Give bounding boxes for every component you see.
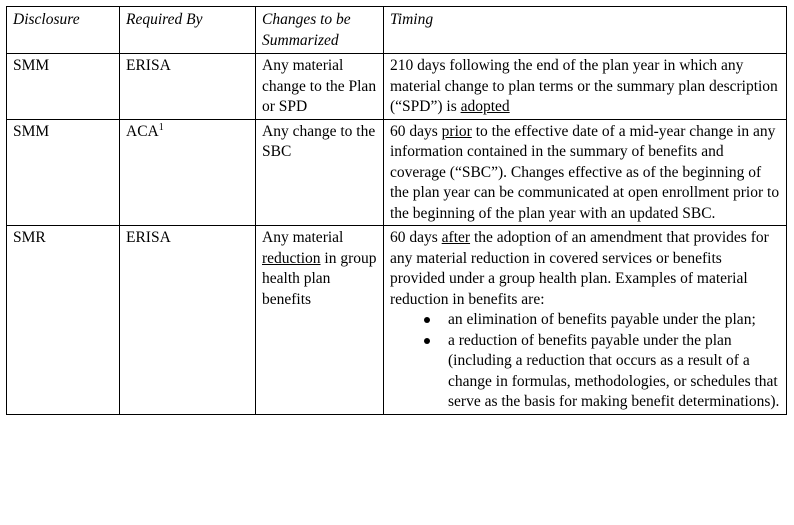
timing-text: 60 days [390, 229, 442, 246]
cell-changes [256, 226, 384, 415]
cell-disclosure: SMM [7, 119, 120, 226]
cell-timing [384, 54, 787, 120]
cell-required-by [120, 119, 256, 226]
cell-timing [384, 226, 787, 415]
bullet-item [448, 331, 780, 413]
required-by-text: ACA [126, 122, 159, 140]
header-row [7, 7, 787, 54]
table-row [7, 226, 787, 415]
bullet-list [390, 310, 780, 413]
bullet-text: an elimination of benefits payable under the plan; [448, 311, 756, 328]
timing-underlined: adopted [460, 98, 510, 115]
cell-timing [384, 119, 787, 226]
timing-text: to the effective date of a mid-year change in any information contained in the summary of benefits and coverage (“SBC”). Changes effective as of the beginning of the plan year can be communicated at open enrollment prior to the beginning of the plan year with an updated SBC. [390, 122, 780, 222]
cell-required-by: ERISA [120, 54, 256, 120]
table-row [7, 54, 787, 120]
timing-text: the adoption of an amendment that provides for any material reduction in covered services or benefits provided under a group health plan. Examples of material reduction in benefits are: [390, 229, 769, 308]
timing-underlined: prior [441, 122, 472, 140]
header-changes: Changes to be Summarized [256, 7, 384, 54]
timing-text: 60 days [390, 122, 442, 140]
timing-text: 210 days following the end of the plan year in which any material change to plan terms or the summary plan description (“SPD”) is [390, 57, 778, 115]
header-disclosure: Disclosure [7, 7, 120, 54]
bullet-item [448, 310, 780, 331]
bullet-text: a reduction of benefits payable under the plan (including a reduction that occurs as a result of a change in formulas, methodologies, or schedules that serve as the basis for making benefit determinations). [448, 331, 780, 410]
timing-underlined: after [441, 229, 471, 246]
cell-changes: Any change to the SBC [256, 119, 384, 226]
footnote-marker: 1 [158, 121, 164, 133]
table-row [7, 119, 787, 226]
cell-disclosure: SMM [7, 54, 120, 120]
cell-changes: Any material change to the Plan or SPD [256, 54, 384, 120]
header-timing: Timing [384, 7, 787, 54]
disclosure-table [6, 6, 787, 415]
changes-text: in group health plan benefits [262, 249, 377, 308]
header-required-by: Required By [120, 7, 256, 54]
changes-text: Any material [262, 229, 344, 246]
bullet-icon [424, 338, 430, 344]
cell-disclosure: SMR [7, 226, 120, 415]
cell-required-by: ERISA [120, 226, 256, 415]
changes-underlined: reduction [262, 249, 321, 267]
bullet-icon [424, 317, 430, 323]
